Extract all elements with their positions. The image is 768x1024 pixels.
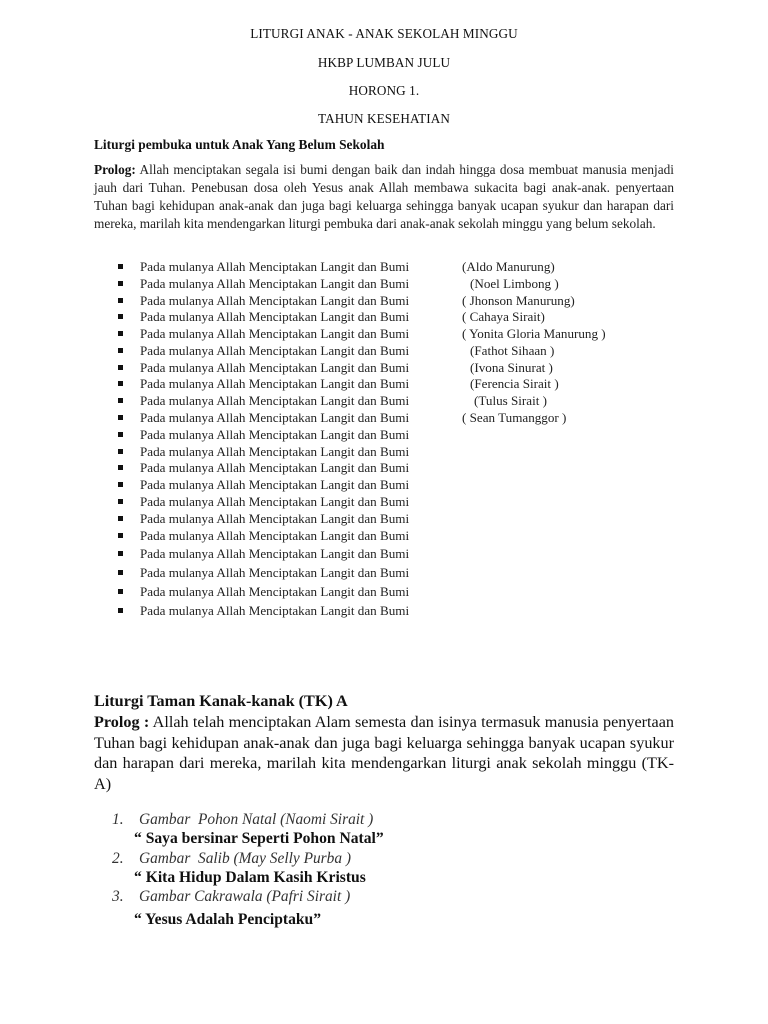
- church-name: HKBP LUMBAN JULU: [317, 55, 451, 70]
- bullet-icon: [118, 298, 123, 303]
- list-item-text: Pada mulanya Allah Menciptakan Langit dan Bumi: [140, 360, 410, 375]
- prolog-label: Prolog :: [94, 713, 150, 731]
- item-title: Gambar Salib (May Selly Purba ): [139, 850, 352, 867]
- list-item-text: Pada mulanya Allah Menciptakan Langit dan Bumi: [140, 565, 410, 580]
- item-number: 1.: [112, 811, 124, 828]
- bullet-icon: [118, 499, 123, 504]
- list-item-text: Pada mulanya Allah Menciptakan Langit dan Bumi: [140, 293, 410, 308]
- list-item-text: Pada mulanya Allah Menciptakan Langit dan Bumi: [140, 511, 410, 526]
- doc-title: LITURGI ANAK - ANAK SEKOLAH MINGGU: [250, 26, 518, 41]
- participant-name: ( Jhonson Manurung): [462, 293, 575, 308]
- participant-name: (Ferencia Sirait ): [470, 376, 559, 391]
- group-label: HORONG 1.: [348, 83, 420, 98]
- list-item-text: Pada mulanya Allah Menciptakan Langit dan Bumi: [140, 326, 410, 341]
- bullet-icon: [118, 365, 123, 370]
- item-quote: “ Kita Hidup Dalam Kasih Kristus: [134, 869, 366, 886]
- participant-name: (Noel Limbong ): [470, 276, 559, 291]
- bullet-icon: [118, 432, 123, 437]
- list-item: [0, 510, 768, 527]
- participant-name: ( Cahaya Sirait): [462, 309, 545, 324]
- list-item: [0, 359, 768, 376]
- list-item: [0, 292, 768, 309]
- item-title: Gambar Pohon Natal (Naomi Sirait ): [139, 811, 374, 828]
- list-item: [0, 564, 768, 581]
- prolog-text: Allah menciptakan segala isi bumi dengan baik dan indah hingga dosa membuat manusia menjadi jauh dari Tuhan. Penebusan dosa oleh Yesus anak Allah membawa sukacita bagi anak-anak. penyertaan Tuhan bagi kehidupan anak-anak dan juga bagi keluarga sehingga banyak ucapan syukur dan harapan dari mereka, marilah kita mendengarkan liturgi pembuka dari anak-anak sekolah minggu yang belum sekolah.: [94, 162, 674, 232]
- participant-name: (Fathot Sihaan ): [470, 343, 555, 358]
- list-item: [0, 258, 768, 275]
- list-item-text: Pada mulanya Allah Menciptakan Langit dan Bumi: [140, 309, 410, 324]
- theme-label: TAHUN KESEHATIAN: [317, 111, 451, 126]
- section2-title: Liturgi Taman Kanak-kanak (TK) A: [94, 692, 348, 710]
- bullet-icon: [118, 516, 123, 521]
- bullet-icon: [118, 570, 123, 575]
- bullet-icon: [118, 415, 123, 420]
- list-item: [0, 375, 768, 392]
- list-item-text: Pada mulanya Allah Menciptakan Langit dan Bumi: [140, 376, 410, 391]
- list-item-text: Pada mulanya Allah Menciptakan Langit dan Bumi: [140, 603, 410, 618]
- section1-title: Liturgi pembuka untuk Anak Yang Belum Sekolah: [94, 137, 385, 152]
- list-item-text: Pada mulanya Allah Menciptakan Langit dan Bumi: [140, 546, 410, 561]
- list-item-text: Pada mulanya Allah Menciptakan Langit dan Bumi: [140, 276, 410, 291]
- bullet-icon: [118, 608, 123, 613]
- bullet-icon: [118, 264, 123, 269]
- bullet-icon: [118, 465, 123, 470]
- list-item-text: Pada mulanya Allah Menciptakan Langit dan Bumi: [140, 528, 410, 543]
- item-number: 2.: [112, 850, 124, 867]
- participant-name: (Aldo Manurung): [462, 259, 555, 274]
- bullet-icon: [118, 551, 123, 556]
- list-item-text: Pada mulanya Allah Menciptakan Langit dan Bumi: [140, 584, 410, 599]
- list-item: [0, 583, 768, 600]
- list-item-text: Pada mulanya Allah Menciptakan Langit dan Bumi: [140, 494, 410, 509]
- list-item: [0, 409, 768, 426]
- list-item: [0, 426, 768, 443]
- item-number: 3.: [112, 888, 124, 905]
- list-item-text: Pada mulanya Allah Menciptakan Langit dan Bumi: [140, 477, 410, 492]
- participant-name: (Ivona Sinurat ): [470, 360, 553, 375]
- item-quote: “ Saya bersinar Seperti Pohon Natal”: [134, 830, 384, 847]
- list-item: [0, 392, 768, 409]
- participant-name: ( Sean Tumanggor ): [462, 410, 567, 425]
- list-item-text: Pada mulanya Allah Menciptakan Langit dan Bumi: [140, 427, 410, 442]
- prolog-text: Allah telah menciptakan Alam semesta dan isinya termasuk manusia penyertaan Tuhan bagi kehidupan anak-anak dan juga bagi keluarga sehingga banyak ucapan syukur dan harapan dari mereka, marilah kita mendengarkan liturgi anak sekolah minggu (TK-A): [94, 713, 674, 793]
- list-item: [0, 476, 768, 493]
- bullet-icon: [118, 398, 123, 403]
- bullet-icon: [118, 381, 123, 386]
- bullet-icon: [118, 449, 123, 454]
- list-item: [0, 275, 768, 292]
- list-item-text: Pada mulanya Allah Menciptakan Langit dan Bumi: [140, 343, 410, 358]
- list-item: [0, 602, 768, 619]
- bullet-icon: [118, 482, 123, 487]
- list-item-text: Pada mulanya Allah Menciptakan Langit dan Bumi: [140, 444, 410, 459]
- list-item: [0, 308, 768, 325]
- section2-prolog: [94, 712, 674, 794]
- list-item: [0, 459, 768, 476]
- list-item: [0, 342, 768, 359]
- list-item: [0, 493, 768, 510]
- participant-name: (Tulus Sirait ): [474, 393, 547, 408]
- bullet-icon: [118, 589, 123, 594]
- list-item-text: Pada mulanya Allah Menciptakan Langit dan Bumi: [140, 259, 410, 274]
- list-item-text: Pada mulanya Allah Menciptakan Langit dan Bumi: [140, 393, 410, 408]
- bullet-icon: [118, 331, 123, 336]
- list-item: [0, 443, 768, 460]
- list-item-text: Pada mulanya Allah Menciptakan Langit dan Bumi: [140, 460, 410, 475]
- section1-prolog: [94, 161, 674, 233]
- list-item-text: Pada mulanya Allah Menciptakan Langit dan Bumi: [140, 410, 410, 425]
- bullet-icon: [118, 281, 123, 286]
- list-item: [0, 325, 768, 342]
- bullet-icon: [118, 533, 123, 538]
- list-item: [0, 527, 768, 544]
- item-title: Gambar Cakrawala (Pafri Sirait ): [139, 888, 351, 905]
- item-quote: “ Yesus Adalah Penciptaku”: [134, 911, 322, 928]
- participant-name: ( Yonita Gloria Manurung ): [462, 326, 606, 341]
- prolog-label: Prolog:: [94, 162, 136, 177]
- bullet-icon: [118, 314, 123, 319]
- bullet-icon: [118, 348, 123, 353]
- list-item: [0, 545, 768, 562]
